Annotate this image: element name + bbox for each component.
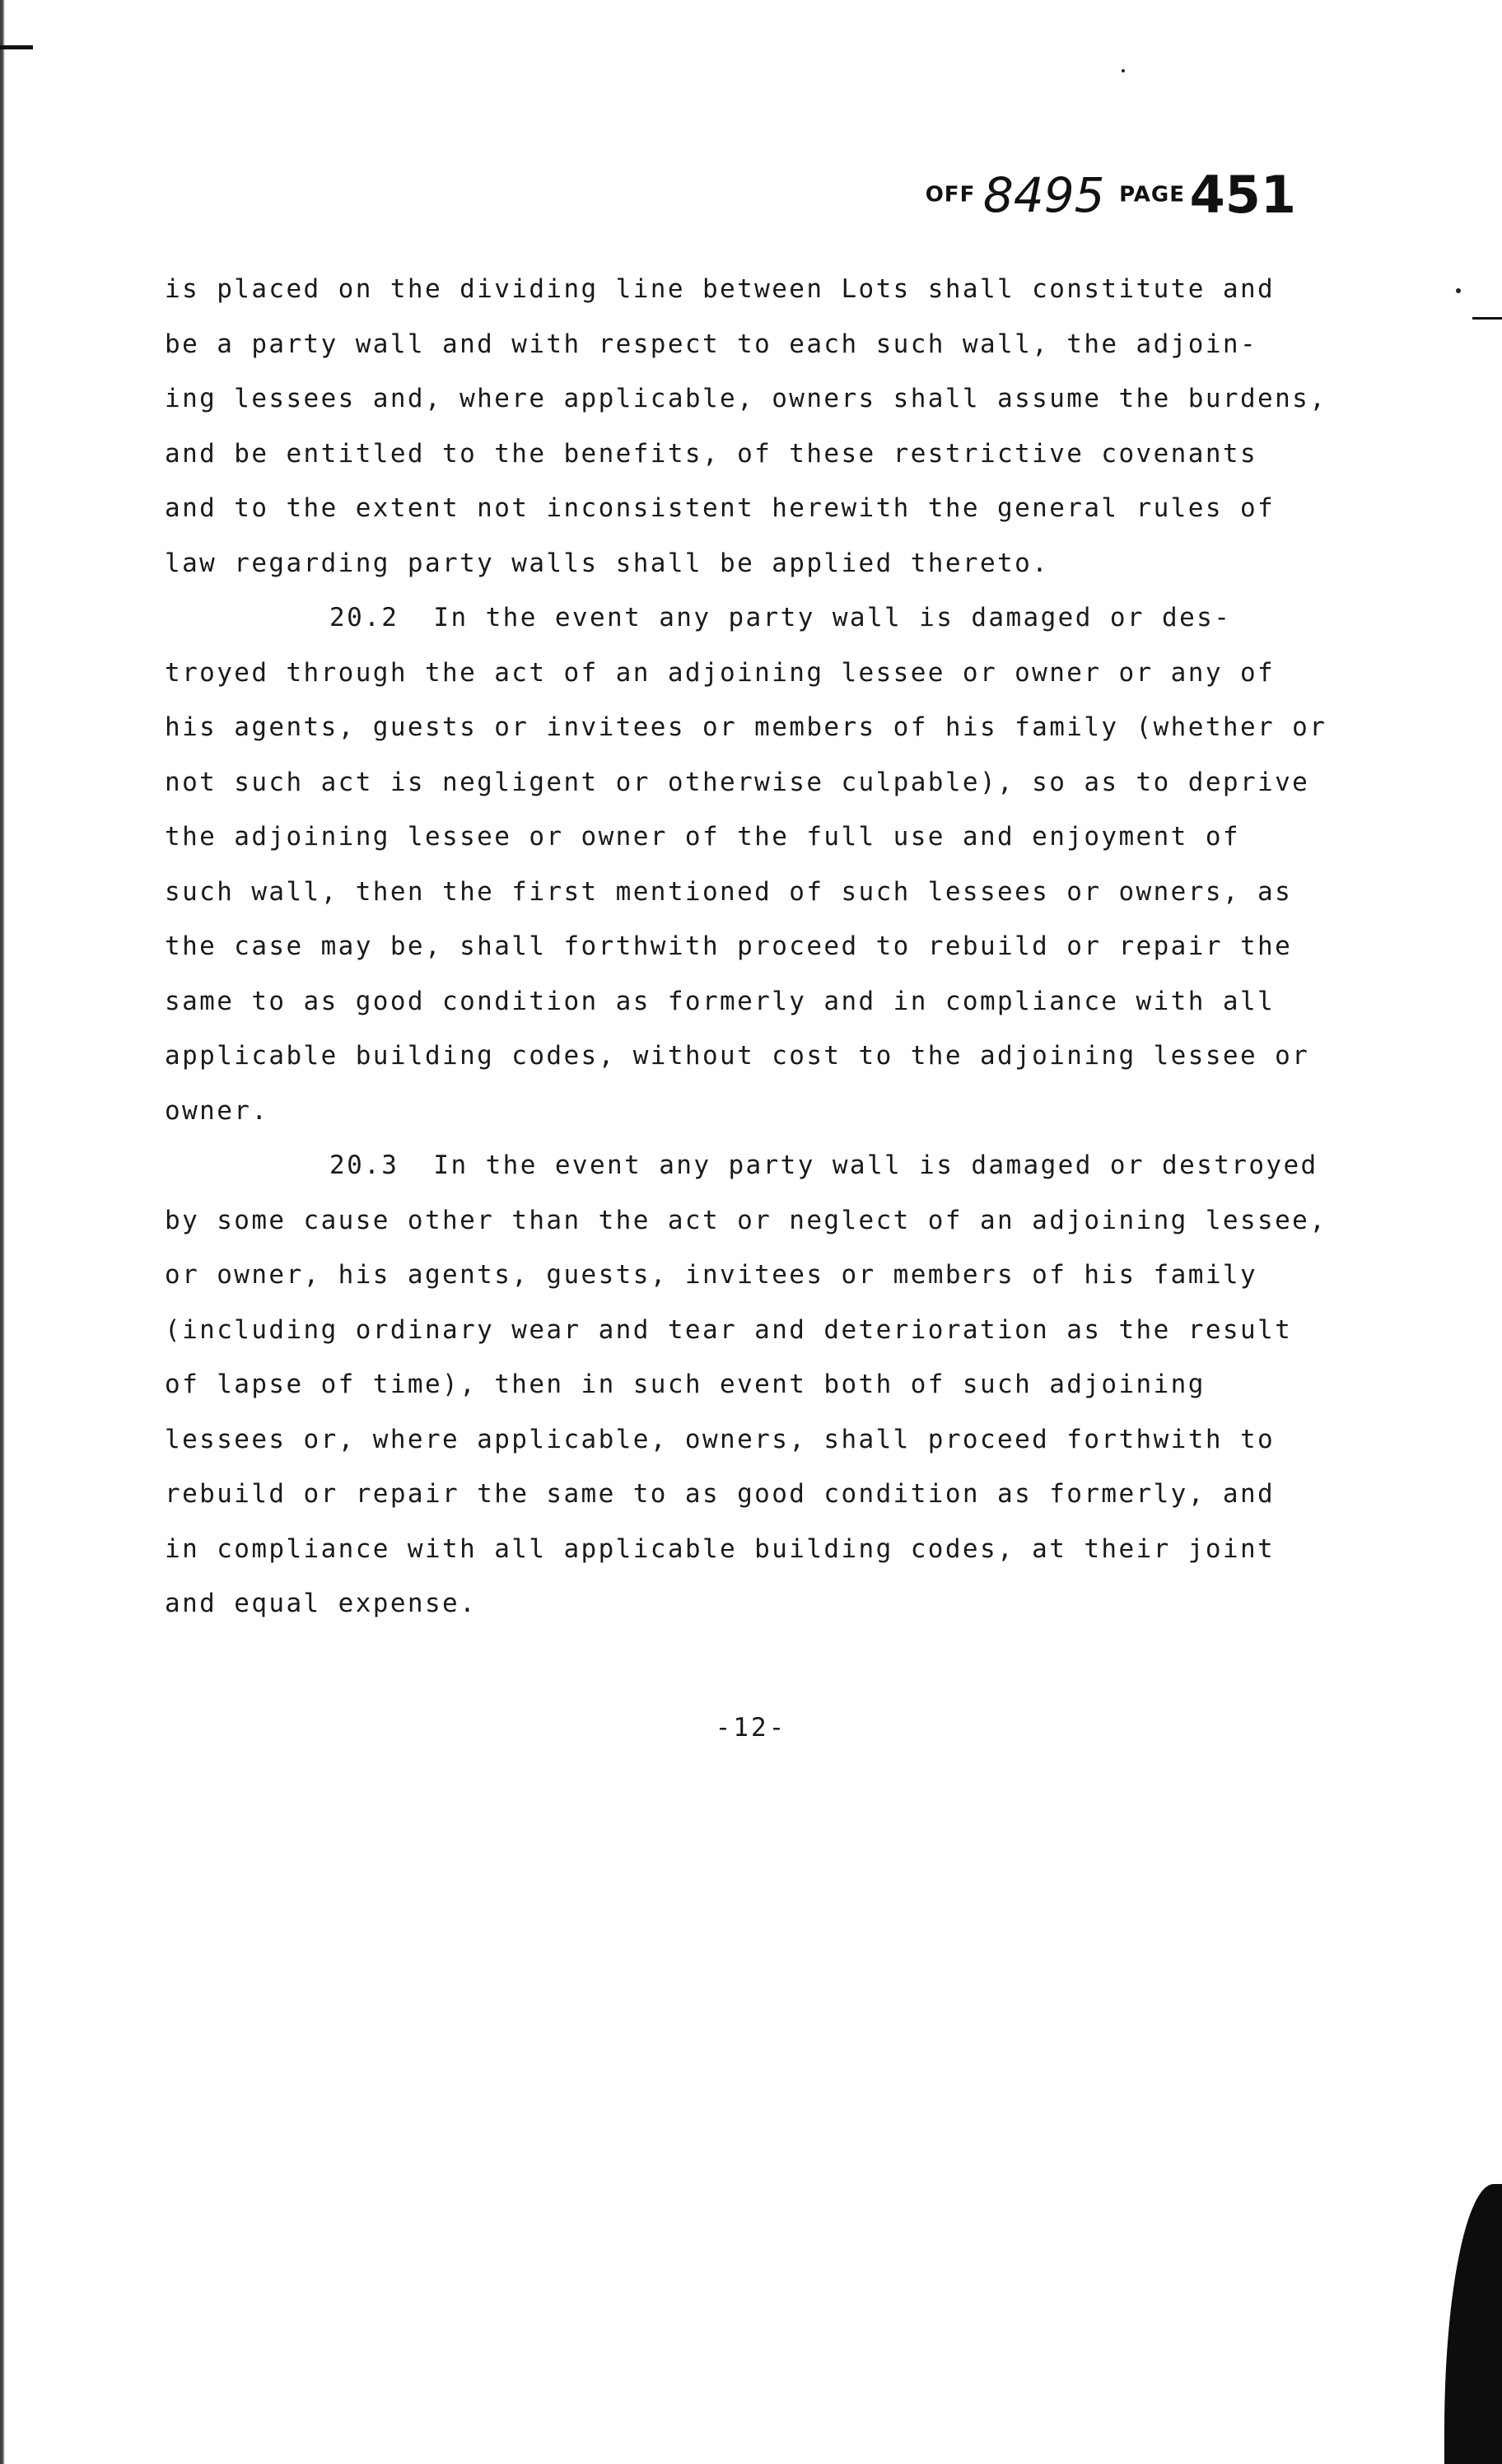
- paragraph-20-2: [165, 590, 1334, 1138]
- text-line: ing lessees and, where applicable, owners shall assume the burdens,: [165, 384, 1327, 413]
- text-line: or owner, his agents, guests, invitees or members of his family: [165, 1260, 1258, 1290]
- text-line: and to the extent not inconsistent herewith the general rules of: [165, 493, 1276, 523]
- text-line: and equal expense.: [165, 1589, 478, 1618]
- scan-speck: [1122, 69, 1125, 72]
- book-number: 8495: [982, 166, 1105, 223]
- text-line: owner.: [165, 1095, 269, 1126]
- text-line: in compliance with all applicable building codes, at their joint: [165, 1533, 1276, 1564]
- text-line: troyed through the act of an adjoining lessee or owner or any of: [165, 657, 1276, 688]
- scan-corner-shadow: [1444, 2184, 1502, 2464]
- text-line: not such act is negligent or otherwise culpable), so as to deprive: [165, 767, 1310, 797]
- text-line: same to as good condition as formerly and in compliance with all: [165, 986, 1276, 1016]
- scan-speck: [1456, 288, 1461, 293]
- text-line: his agents, guests or invitees or members of his family (whether or: [165, 712, 1327, 742]
- scan-mark-left: [0, 45, 33, 49]
- text-line: be a party wall and with respect to each such wall, the adjoin-: [165, 329, 1258, 359]
- text-line: (including ordinary wear and tear and deterioration as the result: [165, 1314, 1293, 1345]
- text-line: 20.3 In the event any party wall is damaged or destroyed: [329, 1150, 1318, 1180]
- scan-edge-left: [0, 0, 12, 2464]
- paragraph-20-3: [165, 1138, 1334, 1631]
- text-line: is placed on the dividing line between Lots shall constitute and: [165, 274, 1276, 304]
- page-label: PAGE: [1119, 182, 1185, 208]
- text-line: and be entitled to the benefits, of these restrictive covenants: [165, 438, 1258, 469]
- text-line: by some cause other than the act or neglect of an adjoining lessee,: [165, 1205, 1327, 1235]
- paragraph-continuation: [165, 262, 1334, 590]
- text-line: of lapse of time), then in such event both of such adjoining: [165, 1370, 1206, 1399]
- text-line: 20.2 In the event any party wall is damaged or des-: [329, 603, 1232, 632]
- text-line: applicable building codes, without cost to the adjoining lessee or: [165, 1041, 1310, 1071]
- footer-page-number: -12-: [715, 1713, 787, 1743]
- text-line: the adjoining lessee or owner of the full use and enjoyment of: [165, 822, 1240, 852]
- scan-mark-right: [1472, 317, 1502, 320]
- text-line: such wall, then the first mentioned of such lessees or owners, as: [165, 876, 1293, 907]
- book-label: OFF: [925, 182, 976, 208]
- document-body: [165, 262, 1334, 1631]
- book-page-reference: [926, 165, 1296, 225]
- text-line: law regarding party walls shall be applied thereto.: [165, 548, 1050, 578]
- page-number-stamp: 451: [1189, 165, 1296, 225]
- text-line: the case may be, shall forthwith proceed to rebuild or repair the: [165, 931, 1293, 961]
- text-line: rebuild or repair the same to as good condition as formerly, and: [165, 1479, 1276, 1509]
- text-line: lessees or, where applicable, owners, shall proceed forthwith to: [165, 1424, 1276, 1454]
